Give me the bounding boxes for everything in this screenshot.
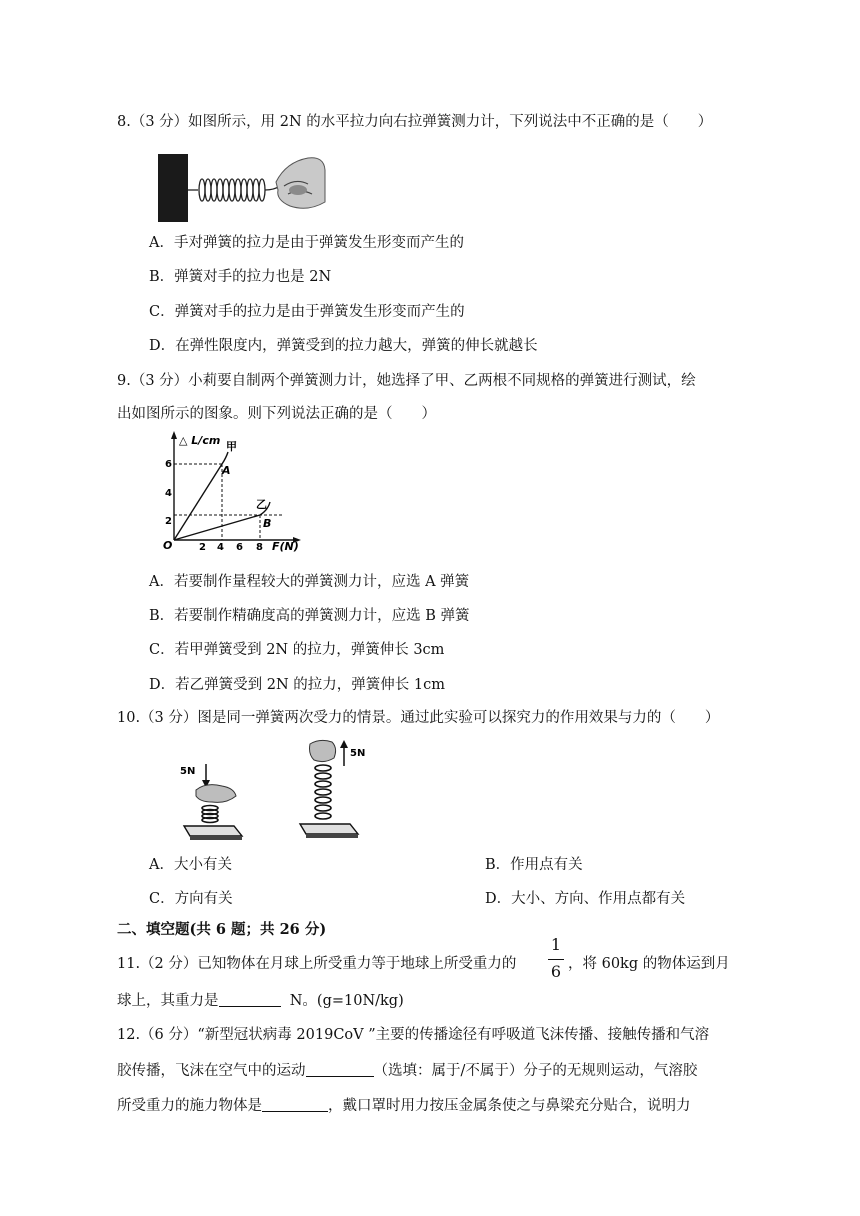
q10-option-d: D．大小、方向、作用点都有关 — [485, 891, 686, 907]
spring-stretched-figure — [296, 738, 376, 844]
q8-option-a: A．手对弹簧的拉力是由于弹簧发生形变而产生的 — [149, 235, 464, 251]
q9-option-b: B．若要制作精确度高的弹簧测力计，应选 B 弹簧 — [149, 608, 470, 624]
q12-line3-text-a: 所受重力的施力物体是 — [117, 1098, 262, 1114]
x-tick-label: 2 — [199, 542, 206, 552]
q11-line2-text-b: N。(g=10N/kg) — [289, 993, 404, 1009]
label-jia: 甲 — [226, 440, 237, 453]
section-title: 二、填空题(共 6 题；共 26 分) — [117, 921, 327, 938]
spring-extension-graph — [160, 428, 310, 552]
x-tick-label: 6 — [236, 542, 243, 552]
q12-line1: 12.（6 分）“新型冠状病毒 2019CoV ”主要的传播途径有呼吸道飞沫传播、接触传播和气溶 — [117, 1027, 710, 1043]
q8-option-b: B．弹簧对手的拉力也是 2N — [149, 269, 332, 285]
answer-blank[interactable] — [306, 1060, 374, 1077]
stretched-coils — [315, 765, 331, 819]
q10-option-a: A．大小有关 — [149, 857, 232, 873]
q9-stem-line1: 9.（3 分）小莉要自制两个弹簧测力计，她选择了甲、乙两根不同规格的弹簧进行测试，绘 — [117, 373, 696, 389]
q12-line3-text-b: ，戴口罩时用力按压金属条使之与鼻梁充分贴合，说明力 — [328, 1098, 691, 1114]
q10-stem: 10.（3 分）图是同一弹簧两次受力的情景。通过此实验可以探究力的作用效果与力的（ ） — [117, 710, 720, 726]
q8-option-d: D．在弹性限度内，弹簧受到的拉力越大，弹簧的伸长就越长 — [149, 338, 538, 354]
fraction-numerator: 1 — [550, 935, 562, 954]
hand-pulling-up — [310, 740, 336, 761]
q11-line1-part2: ，将 60kg 的物体运到月 — [568, 956, 730, 972]
x-tick-label: 8 — [256, 542, 263, 552]
wall-block — [158, 154, 188, 222]
fraction-denominator: 6 — [550, 962, 562, 981]
q8-stem: 8.（3 分）如图所示，用 2N 的水平拉力向右拉弹簧测力计，下列说法中不正确的是（ ） — [117, 114, 713, 130]
compressed-coils — [202, 806, 218, 823]
origin-label: O — [163, 539, 173, 552]
q9-stem-line2: 出如图所示的图象。则下列说法正确的是（ ） — [117, 406, 436, 422]
base-plate-side — [306, 834, 358, 838]
q10-option-c: C．方向有关 — [149, 891, 233, 907]
base-plate-side — [190, 836, 242, 840]
spring-coils — [188, 179, 280, 201]
q11-line1-part1: 11.（2 分）已知物体在月球上所受重力等于地球上所受重力的 — [117, 956, 517, 972]
label-a: A — [222, 464, 231, 477]
q12-line3 — [117, 1095, 691, 1116]
hand-pulling — [276, 158, 325, 209]
y-axis-label: △ L/cm — [179, 434, 221, 447]
y-tick-label: 4 — [165, 488, 172, 499]
force-label-left: 5N — [180, 766, 196, 777]
x-axis-label: F(N) — [272, 540, 299, 552]
y-axis-arrow — [171, 431, 177, 439]
force-label-right: 5N — [350, 748, 366, 759]
q9-option-a: A．若要制作量程较大的弹簧测力计，应选 A 弹簧 — [149, 574, 470, 590]
q11-line2 — [117, 990, 404, 1011]
q11-line2-text-a: 球上，其重力是 — [117, 993, 219, 1009]
fraction-bar — [548, 959, 564, 960]
spring-scale-figure — [158, 152, 326, 224]
hand-pressing — [196, 785, 236, 803]
q9-option-d: D．若乙弹簧受到 2N 的拉力，弹簧伸长 1cm — [149, 677, 445, 693]
q12-line2 — [117, 1060, 697, 1081]
q8-option-c: C．弹簧对手的拉力是由于弹簧发生形变而产生的 — [149, 304, 465, 320]
spring-compressed-figure — [176, 760, 256, 844]
base-plate — [300, 824, 358, 834]
up-arrow-head — [340, 740, 348, 748]
y-tick-label: 2 — [165, 516, 172, 527]
answer-blank[interactable] — [262, 1095, 328, 1112]
series-jia-curve — [222, 452, 228, 464]
label-yi: 乙 — [256, 498, 267, 511]
answer-blank[interactable] — [219, 990, 281, 1007]
label-b: B — [263, 517, 272, 530]
q9-option-c: C．若甲弹簧受到 2N 的拉力，弹簧伸长 3cm — [149, 642, 445, 658]
y-tick-label: 6 — [165, 459, 172, 470]
q12-line2-text-a: 胶传播，飞沫在空气中的运动 — [117, 1063, 306, 1079]
q12-line2-text-b: （选填：属于/不属于）分子的无规则运动，气溶胶 — [373, 1063, 698, 1079]
base-plate — [184, 826, 242, 836]
q10-option-b: B．作用点有关 — [485, 857, 583, 873]
x-tick-label: 4 — [217, 542, 224, 552]
